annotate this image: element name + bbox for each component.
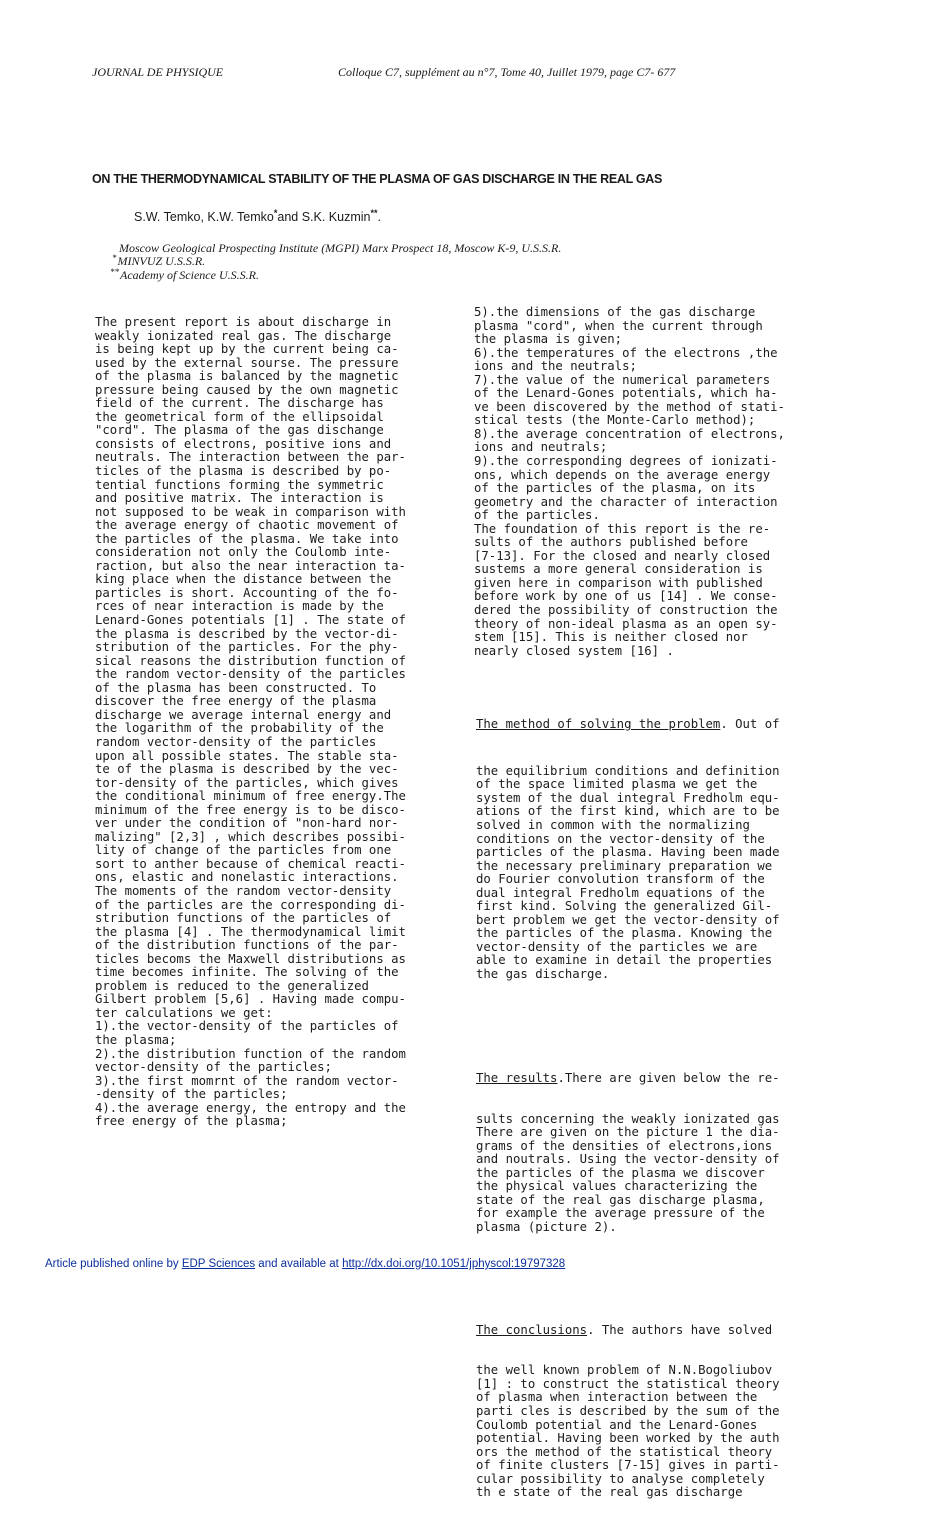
text-line: [7-13]. For the closed and nearly closed <box>474 548 771 563</box>
text-line: Gilbert problem [5,6] . Having made compu- <box>95 992 406 1007</box>
results-lead: .There are given below the re- <box>557 1070 780 1085</box>
text-line: rces of near interaction is made by the <box>95 599 384 614</box>
text-line: conditions on the vector-density of the <box>476 831 765 846</box>
text-line: tential functions forming the symmetric <box>95 477 384 492</box>
doi-link[interactable]: http://dx.doi.org/10.1051/jphyscol:19797328 <box>342 1258 566 1270</box>
text-line: is being kept up by the current being ca- <box>95 342 399 357</box>
text-line: dered the possibility of construction the <box>474 603 778 618</box>
text-line: sical reasons the distribution function of <box>95 653 406 668</box>
text-line: 8).the average concentration of electrons, <box>474 426 785 441</box>
text-line: te of the plasma is described by the vec- <box>95 762 399 777</box>
text-line: given here in comparison with published <box>474 575 763 590</box>
text-line: the random vector-density of the particles <box>95 667 406 682</box>
text-line: [1] : to construct the statistical theory <box>476 1376 780 1391</box>
text-line: random vector-density of the particles <box>95 734 377 749</box>
text-line: able to examine in detail the properties <box>476 953 773 968</box>
text-line: solved in common with the normalizing <box>476 818 750 833</box>
text-line: -density of the particles; <box>95 1087 288 1102</box>
text-line: of the particles are the corresponding di- <box>95 897 406 912</box>
text-line: plasma "cord", when the current through <box>474 318 763 333</box>
author-end: . <box>377 210 381 225</box>
conclusions-lead: . The authors have solved <box>587 1322 773 1337</box>
right-column-list <box>474 306 785 658</box>
text-line: first kind. Solving the generalized Gil- <box>476 899 773 914</box>
text-line: "cord". The plasma of the gas dischange <box>95 423 384 438</box>
conclusions-section <box>476 1297 780 1527</box>
text-line: the necessary preliminary preparation we <box>476 858 773 873</box>
text-line: 7).the value of the numerical parameters <box>474 372 771 387</box>
right-column-sections <box>476 664 780 1540</box>
affiliation-2-mark: * <box>112 253 117 263</box>
text-line: before work by one of us [14] . We conse- <box>474 589 778 604</box>
text-line: the average energy of chaotic movement of <box>95 518 399 533</box>
text-line: sustems a more general consideration is <box>474 562 763 577</box>
text-line: state of the real gas discharge plasma, <box>476 1192 765 1207</box>
publication-footer <box>45 1258 565 1270</box>
text-line: of the particles of the plasma, on its <box>474 481 756 496</box>
text-line: the particles of the plasma. We take into <box>95 531 399 546</box>
text-line: ticles becoms the Maxwell distributions as <box>95 951 406 966</box>
text-line: the plasma; <box>95 1032 177 1047</box>
text-line: stribution of the particles. For the phy- <box>95 640 399 655</box>
text-line: 6).the temperatures of the electrons ,the <box>474 345 778 360</box>
text-line: the physical values characterizing the <box>476 1179 758 1194</box>
text-line: discharge we average internal energy and <box>95 707 392 722</box>
text-line: 5).the dimensions of the gas discharge <box>474 305 756 319</box>
text-line: grams of the densities of electrons,ions <box>476 1138 773 1153</box>
text-line: upon all possible states. The stable sta- <box>95 748 399 763</box>
text-line: the gas discharge. <box>476 967 610 982</box>
text-line: dual integral Fredholm equations of the <box>476 885 765 900</box>
results-body <box>476 1113 780 1235</box>
text-line: Coulomb potential and the Lenard-Gones <box>476 1417 758 1432</box>
text-line: king place when the distance between the <box>95 572 392 587</box>
paper-title: ON THE THERMODYNAMICAL STABILITY OF THE PLASMA OF GAS DISCHARGE IN THE REAL GAS <box>92 172 663 186</box>
text-line: 3).the first momrnt of the random vector- <box>95 1073 399 1088</box>
text-line: stem [15]. This is neither closed nor <box>474 630 748 645</box>
text-line: consists of electrons, positive ions and <box>95 436 392 451</box>
author-names-1: S.W. Temko, K.W. Temko <box>134 210 274 225</box>
method-heading: The method of solving the problem <box>476 717 721 732</box>
affiliation-3-text: Academy of Science U.S.S.R. <box>120 268 259 282</box>
text-line: of the plasma has been constructed. To <box>95 680 377 695</box>
text-line: theory of non-ideal plasma as an open sy- <box>474 616 778 631</box>
text-line: the plasma is described by the vector-di- <box>95 626 399 641</box>
text-line: field of the current. The discharge has <box>95 396 384 411</box>
text-line: and noutrals. Using the vector-density of <box>476 1152 780 1167</box>
text-line: time becomes infinite. The solving of the <box>95 965 399 980</box>
text-line: potential. Having been worked by the auth <box>476 1431 780 1446</box>
text-line: the equilibrium conditions and definition <box>476 763 780 778</box>
text-line: 1).the vector-density of the particles of <box>95 1019 399 1034</box>
text-line: plasma (picture 2). <box>476 1219 617 1234</box>
affiliation-2-text: MINVUZ U.S.S.R. <box>117 254 206 268</box>
left-column-text <box>95 316 406 1129</box>
text-line: ve been discovered by the method of stati- <box>474 399 785 414</box>
text-line: minimum of the free energy is to be disco- <box>95 802 406 817</box>
text-line: ors the method of the statistical theory <box>476 1444 773 1459</box>
conclusions-body <box>476 1364 780 1499</box>
text-line: 4).the average energy, the entropy and the <box>95 1100 406 1115</box>
text-line: lity of change of the particles from one <box>95 843 392 858</box>
text-line: the particles of the plasma. Knowing the <box>476 926 773 941</box>
text-line: stical tests (the Monte-Carlo method); <box>474 413 756 428</box>
text-line: consideration not only the Coulomb inte- <box>95 545 392 560</box>
text-line: ver under the condition of "non-hard nor- <box>95 816 399 831</box>
text-line: ter calculations we get: <box>95 1005 273 1020</box>
method-lead: . Out of <box>720 717 780 732</box>
text-line: cular possibility to analyse completely <box>476 1471 765 1486</box>
author-list <box>134 208 381 224</box>
text-line: nearly closed system [16] . <box>474 643 674 658</box>
text-line: problem is reduced to the generalized <box>95 978 369 993</box>
text-line: discover the free energy of the plasma <box>95 694 377 709</box>
text-line: raction, but also the near interaction ta- <box>95 558 406 573</box>
text-line: the conditional minimum of free energy.The <box>95 789 406 804</box>
text-line: particles is short. Accounting of the fo- <box>95 585 399 600</box>
text-line: stribution functions of the particles of <box>95 911 392 926</box>
text-line: ions and neutrals; <box>474 440 608 455</box>
text-line: ions and the neutrals; <box>474 359 637 374</box>
affiliation-3 <box>110 267 259 283</box>
text-line: 2).the distribution function of the random <box>95 1046 406 1061</box>
results-section <box>476 1045 780 1262</box>
text-line: The present report is about discharge in <box>95 315 392 329</box>
text-line: pressure being caused by the own magnetic <box>95 382 399 397</box>
affiliation-3-mark: ** <box>110 267 119 277</box>
text-line: the particles of the plasma we discover <box>476 1165 765 1180</box>
publisher-link[interactable]: EDP Sciences <box>181 1258 256 1270</box>
text-line: free energy of the plasma; <box>95 1114 288 1129</box>
text-line: and positive matrix. The interaction is <box>95 491 384 506</box>
text-line: of the distribution functions of the par- <box>95 938 399 953</box>
text-line: system of the dual integral Fredholm equ- <box>476 790 780 805</box>
text-line: There are given on the picture 1 the dia- <box>476 1125 780 1140</box>
journal-name: JOURNAL DE PHYSIQUE <box>92 65 224 79</box>
text-line: of the space limited plasma we get the <box>476 777 758 792</box>
text-line: sults concerning the weakly ionizated gas <box>476 1111 780 1126</box>
text-line: weakly ionizated real gas. The discharge <box>95 328 392 343</box>
author-names-2: and S.K. Kuzmin <box>277 210 371 225</box>
text-line: The moments of the random vector-density <box>95 883 392 898</box>
text-line: the well known problem of N.N.Bogoliubov <box>476 1363 773 1378</box>
footer-middle: and available at <box>255 1258 343 1270</box>
results-heading: The results <box>476 1070 558 1085</box>
text-line: sults of the authors published before <box>474 535 748 550</box>
text-line: for example the average pressure of the <box>476 1206 765 1221</box>
text-line: of the plasma is balanced by the magnetic <box>95 369 399 384</box>
text-line: 9).the corresponding degrees of ionizati- <box>474 454 778 469</box>
text-line: used by the external sourse. The pressure <box>95 355 399 370</box>
text-line: bert problem we get the vector-density of <box>476 912 780 927</box>
text-line: of plasma when interaction between the <box>476 1390 758 1405</box>
affiliation-mark-2: ** <box>370 208 378 218</box>
text-line: ons, elastic and nonelastic interactions. <box>95 870 399 885</box>
text-line: ons, which depends on the average energy <box>474 467 771 482</box>
text-line: the plasma is given; <box>474 332 623 347</box>
text-line: malizing" [2,3] , which describes possibi- <box>95 829 406 844</box>
text-line: parti cles is described by the sum of the <box>476 1403 780 1418</box>
footer-prefix: Article published online by <box>45 1258 182 1270</box>
method-section <box>476 691 780 1009</box>
affiliation-1-text: Moscow Geological Prospecting Institute (MGPI) Marx Prospect 18, Moscow K-9, U.S.S.R. <box>119 241 562 255</box>
text-line: ticles of the plasma is described by po- <box>95 464 392 479</box>
text-line: vector-density of the particles we are <box>476 939 758 954</box>
issue-info: Colloque C7, supplément au n°7, Tome 40, Juillet 1979, page C7- 677 <box>338 65 676 79</box>
text-line: Lenard-Gones potentials [1] . The state of <box>95 613 406 628</box>
text-line: vector-density of the particles; <box>95 1060 332 1075</box>
text-line: of finite clusters [7-15] gives in parti- <box>476 1458 780 1473</box>
text-line: geometry and the character of interaction <box>474 494 778 509</box>
text-line: tor-density of the particles, which gives <box>95 775 399 790</box>
method-body <box>476 765 780 982</box>
conclusions-heading: The conclusions <box>476 1322 588 1337</box>
text-line: the plasma [4] . The thermodynamical limit <box>95 924 406 939</box>
text-line: do Fourier convolution transform of the <box>476 872 765 887</box>
affiliation-mark-1: * <box>273 208 278 218</box>
text-line: sort to anther because of chemical reacti- <box>95 856 406 871</box>
text-line: of the particles. <box>474 508 600 523</box>
text-line: The foundation of this report is the re- <box>474 521 771 536</box>
text-line: th e state of the real gas discharge <box>476 1485 743 1500</box>
text-line: particles of the plasma. Having been made <box>476 845 780 860</box>
text-line: the geometrical form of the ellipsoidal <box>95 409 384 424</box>
text-line: neutrals. The interaction between the par- <box>95 450 406 465</box>
text-line: ations of the first kind, which are to be <box>476 804 780 819</box>
text-line: the logarithm of the probability of the <box>95 721 384 736</box>
text-line: not supposed to be weak in comparison with <box>95 504 406 519</box>
text-line: of the Lenard-Gones potentials, which ha- <box>474 386 778 401</box>
